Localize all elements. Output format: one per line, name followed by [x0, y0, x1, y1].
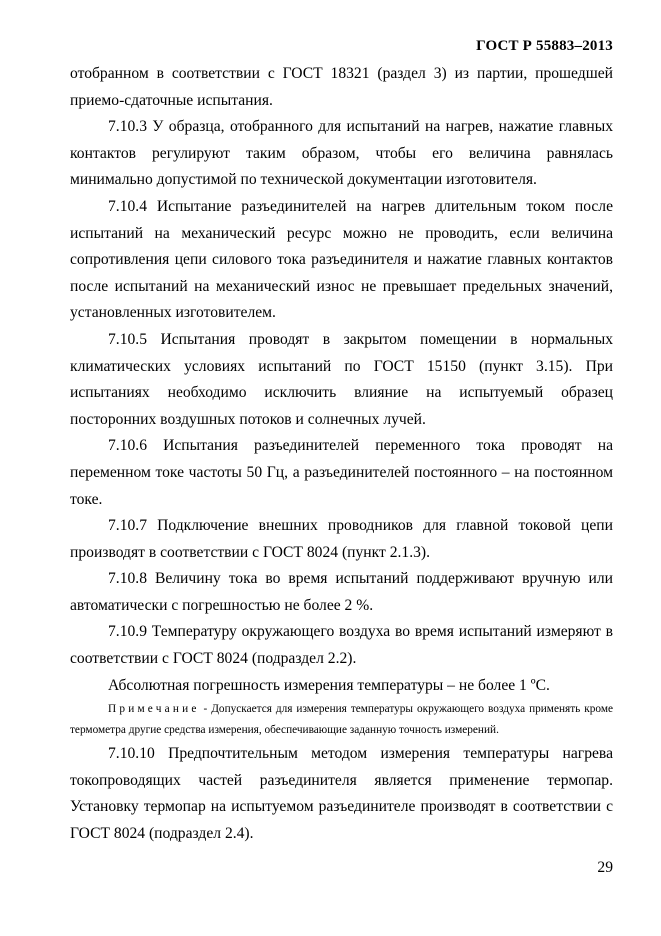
note-label: Примечание — [108, 703, 200, 716]
paragraph-7-10-4: 7.10.4 Испытание разъединителей на нагрев длительным током после испытаний на механический ресурс можно не проводить, если величина сопротивления цепи силового тока разъединителя и нажатие главных контактов после испытаний на механический износ не превышает предельных значений, установленных изготовителем. — [70, 197, 613, 322]
paragraph-7-10-3: 7.10.3 У образца, отобранного для испытаний на нагрев, нажатие главных контактов регулируют таким образом, чтобы его величина равнялась минимально допустимой по технической документации изготовителя. — [70, 118, 613, 189]
paragraph-7-10-7: 7.10.7 Подключение внешних проводников для главной токовой цепи производят в соответствии с ГОСТ 8024 (пункт 2.1.3). — [70, 517, 613, 561]
paragraph-temperature-accuracy: Абсолютная погрешность измерения температуры – не более 1 ºС. — [108, 676, 550, 694]
note-text: - Допускается для измерения температуры окружающего воздуха применять кроме термометра другие средства измерения, обеспечивающие заданную точность измерений. — [70, 703, 613, 737]
page-number: 29 — [597, 859, 613, 876]
document-code-header: ГОСТ Р 55883–2013 — [476, 38, 613, 54]
paragraph-continuation: отобранном в соответствии с ГОСТ 18321 (раздел 3) из партии, прошедшей приемо-сдаточные испытания. — [70, 65, 613, 109]
paragraph-7-10-5: 7.10.5 Испытания проводят в закрытом помещении в нормальных климатических условиях испытаний по ГОСТ 15150 (пункт 3.15). При испытаниях необходимо исключить влияние на испытуемый образец посторонних воздушных потоков и солнечных лучей. — [70, 330, 613, 428]
paragraph-7-10-9: 7.10.9 Температуру окружающего воздуха во время испытаний измеряют в соответствии с ГОСТ 8024 (подраздел 2.2). — [70, 623, 613, 668]
page-body — [70, 61, 613, 848]
paragraph-7-10-6: 7.10.6 Испытания разъединителей переменного тока проводят на переменном токе частоты 50 Гц, а разъединителей постоянного – на постоянном токе. — [70, 437, 613, 508]
note-block — [70, 699, 613, 741]
paragraph-7-10-10: 7.10.10 Предпочтительным методом измерения температуры нагрева токопроводящих частей разъединителя является применение термопар. Установку термопар на испытуемом разъединителе производят в соответствии с ГОСТ 8024 (подраздел 2.4). — [70, 745, 613, 843]
paragraph-7-10-8: 7.10.8 Величину тока во время испытаний поддерживают вручную или автоматически с погрешностью не более 2 %. — [70, 570, 613, 614]
